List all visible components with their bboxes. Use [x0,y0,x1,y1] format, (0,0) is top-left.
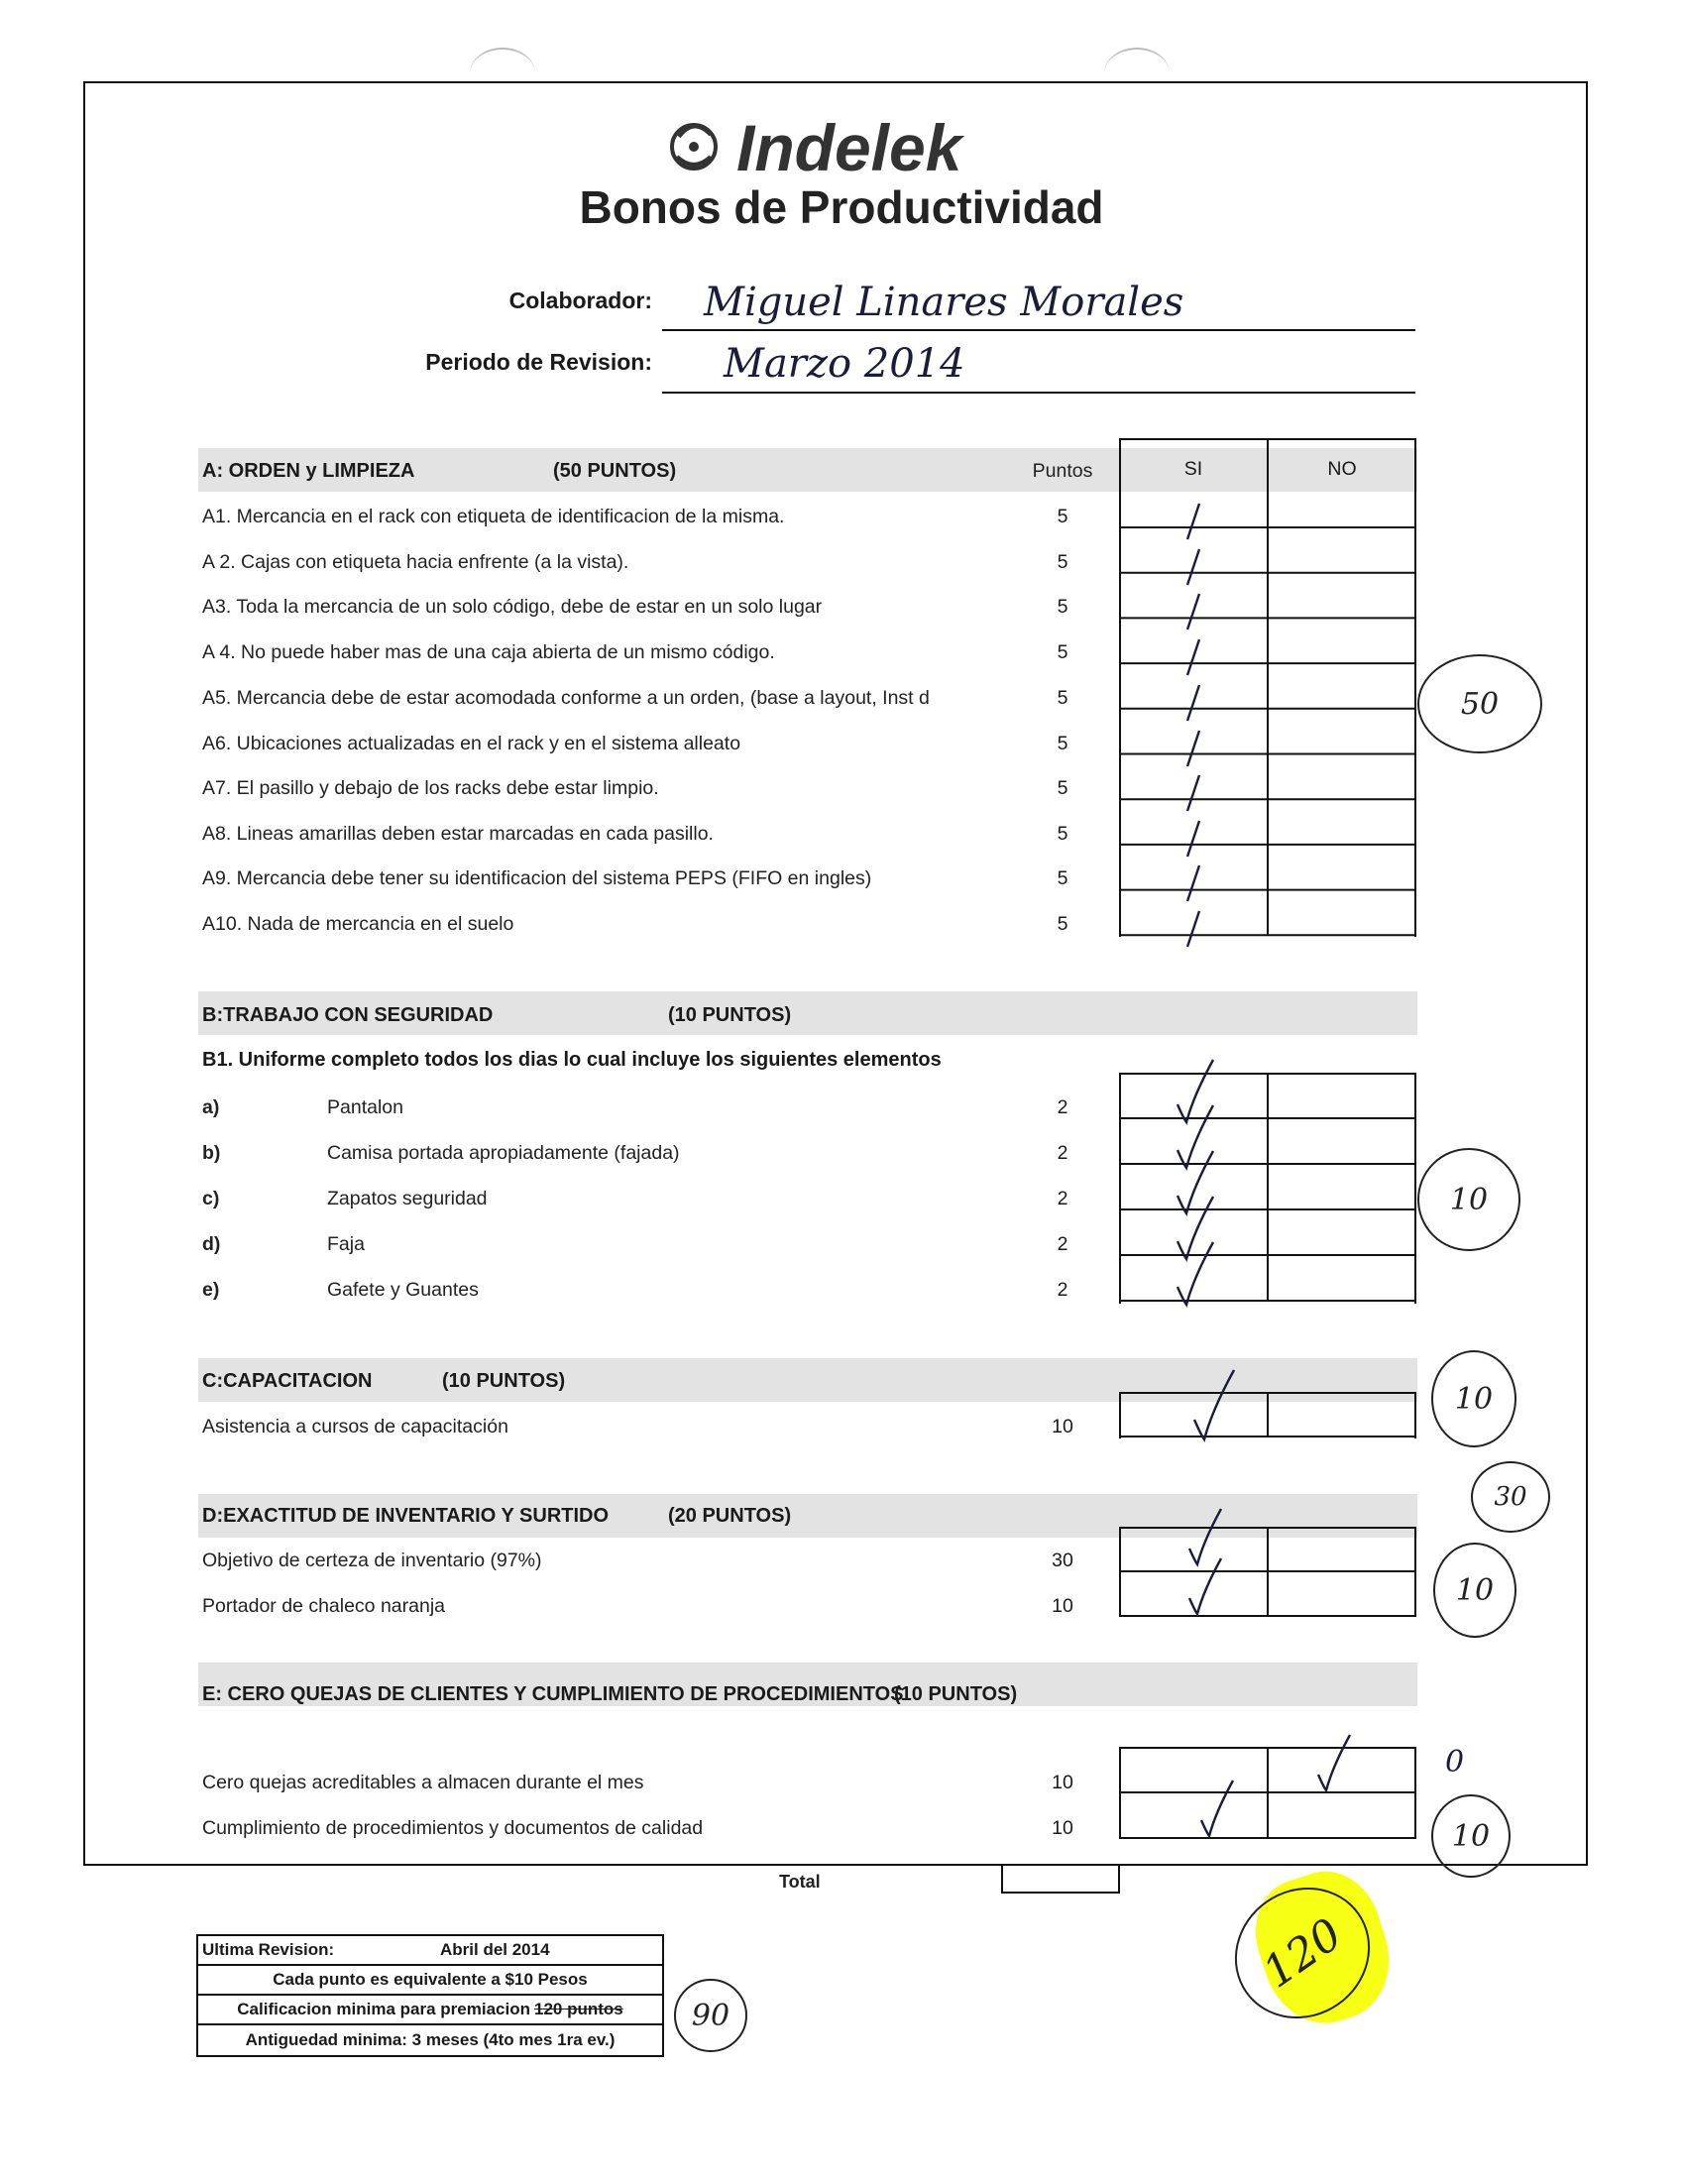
footer-revision-value: Abril del 2014 [440,1940,550,1959]
score-mark-e1: 0 [1445,1745,1465,1780]
colaborador-label: Colaborador: [508,287,652,313]
a-slash-mark [1187,731,1199,766]
col-puntos-header: Puntos [1032,460,1093,482]
section-a-points: (50 PUNTOS) [553,460,677,482]
e-item-text: Cero quejas acreditables a almacen durante el mes [202,1772,644,1793]
colaborador-value: Miguel Linares Morales [704,280,1184,325]
a-item-text: A10. Nada de mercancia en el suelo [202,913,514,935]
section-b-title: B:TRABAJO CON SEGURIDAD [202,1004,494,1026]
section-c-title: C:CAPACITACION [202,1370,373,1392]
score-circle-d2: 10 [1433,1543,1516,1638]
a-item-text: A 4. No puede haber mas de una caja abierta de un mismo código. [202,641,775,663]
score-circle-e2: 10 [1431,1794,1511,1878]
c-item-pts: 10 [1052,1416,1073,1437]
score-circle-a: 50 [1417,654,1542,753]
footer-minimum-struck: 120 puntos [533,2000,623,2018]
a-slash-mark [1187,821,1199,857]
side-note-circle: 90 [674,1979,747,2052]
logo-text: Indelek [736,111,962,184]
b-item-letter: e) [202,1279,220,1301]
a-slash-mark [1187,685,1199,721]
section-d-points: (20 PUNTOS) [668,1505,792,1527]
b-item-text: Faja [327,1233,365,1255]
col-no-header: NO [1327,458,1357,480]
section-d-title: D:EXACTITUD DE INVENTARIO Y SURTIDO [202,1505,610,1527]
b-item-text: Zapatos seguridad [327,1188,488,1209]
a-item-pts: 5 [1057,867,1068,889]
a-slash-mark [1187,639,1199,675]
total-circle: 120 [1209,1861,1396,2044]
a-item-pts: 5 [1057,777,1068,799]
a-item-pts: 5 [1057,506,1068,527]
section-c-points: (10 PUNTOS) [442,1370,566,1392]
page-title: Bonos de Productividad [579,181,1104,233]
a-item-text: A 2. Cajas con etiqueta hacia enfrente (a la vista). [202,551,629,573]
c-item-text: Asistencia a cursos de capacitación [202,1416,508,1437]
a-slash-mark [1187,594,1199,630]
a-item-pts: 5 [1057,913,1068,935]
b-item-pts: 2 [1057,1233,1068,1255]
d-check-mark [1189,1509,1221,1564]
d-item-pts: 10 [1052,1595,1073,1617]
a-slash-mark [1187,775,1199,811]
a-item-text: A3. Toda la mercancia de un solo código, debe de estar en un solo lugar [202,596,823,618]
col-si-header: SI [1183,458,1203,480]
b-item-text: Pantalon [327,1096,403,1118]
footer-revision-label: Ultima Revision: [202,1940,335,1959]
d-item-text: Portador de chaleco naranja [202,1595,445,1617]
section-e-title: E: CERO QUEJAS DE CLIENTES Y CUMPLIMIENTO DE PROCEDIMIENTOS [202,1683,904,1705]
e-item-text: Cumplimiento de procedimientos y documentos de calidad [202,1817,704,1839]
a-item-pts: 5 [1057,823,1068,845]
section-a-title: A: ORDEN y LIMPIEZA [202,460,415,482]
a-item-text: A9. Mercancia debe tener su identificacion del sistema PEPS (FIFO en ingles) [202,867,872,889]
score-circle-d1: 30 [1471,1461,1550,1533]
a-slash-mark [1187,549,1199,585]
c-check-mark [1194,1370,1234,1439]
b-item-letter: a) [202,1096,220,1118]
footer-minimum-text: Calificacion minima para premiacion [237,2000,530,2018]
e-item-pts: 10 [1052,1817,1073,1839]
periodo-label: Periodo de Revision: [425,349,652,375]
a-item-text: A1. Mercancia en el rack con etiqueta de identificacion de la misma. [202,506,785,527]
a-slash-mark [1187,911,1199,947]
footer-row-value: Cada punto es equivalente a $10 Pesos [198,1966,662,1996]
a-item-text: A7. El pasillo y debajo de los racks debe estar limpio. [202,777,659,799]
section-e-points: (10 PUNTOS) [894,1683,1018,1705]
a-item-pts: 5 [1057,733,1068,754]
a-item-pts: 5 [1057,687,1068,709]
a-item-text: A6. Ubicaciones actualizadas en el rack y en el sistema alleato [202,733,741,754]
score-circle-c: 10 [1431,1350,1516,1447]
score-circle-b: 10 [1417,1148,1520,1251]
b-item-pts: 2 [1057,1279,1068,1301]
footer-row-seniority: Antiguedad minima: 3 meses (4to mes 1ra ev.) [245,2030,616,2049]
e-check-mark [1318,1735,1350,1790]
b-item-letter: b) [202,1142,221,1164]
d-item-pts: 30 [1052,1550,1073,1571]
b-item-pts: 2 [1057,1188,1068,1209]
b-item-letter: c) [202,1188,220,1209]
a-item-text: A5. Mercancia debe de estar acomodada conforme a un orden, (base a layout, Inst d [202,687,930,709]
b-item-pts: 2 [1057,1142,1068,1164]
b-item-text: Camisa portada apropiadamente (fajada) [327,1142,680,1164]
a-item-text: A8. Lineas amarillas deben estar marcadas en cada pasillo. [202,823,714,845]
e-item-pts: 10 [1052,1772,1073,1793]
periodo-value: Marzo 2014 [724,341,965,387]
total-label: Total [779,1872,821,1892]
section-b-points: (10 PUNTOS) [668,1004,792,1026]
a-slash-mark [1187,504,1199,539]
a-item-pts: 5 [1057,551,1068,573]
a-item-pts: 5 [1057,596,1068,618]
a-slash-mark [1187,865,1199,901]
a-item-pts: 5 [1057,641,1068,663]
b-item-text: Gafete y Guantes [327,1279,479,1301]
d-check-mark [1189,1558,1221,1614]
b-item-letter: d) [202,1233,221,1255]
e-check-mark [1201,1781,1233,1836]
d-item-text: Objetivo de certeza de inventario (97%) [202,1550,542,1571]
b-item-pts: 2 [1057,1096,1068,1118]
section-b-subtitle: B1. Uniforme completo todos los dias lo cual incluye los siguientes elementos [202,1049,942,1071]
